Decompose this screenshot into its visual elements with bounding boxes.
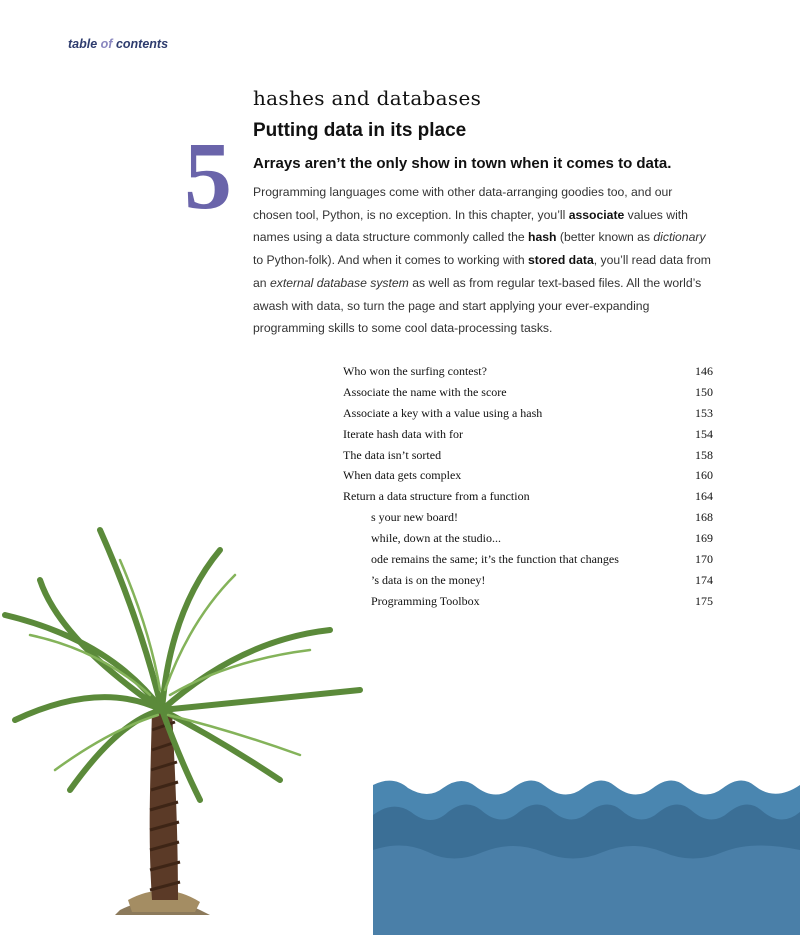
toc-entry-label: ode remains the same; it’s the function that changes (371, 552, 619, 567)
toc-entry[interactable] (343, 591, 713, 612)
chapter-title: Putting data in its place (253, 120, 467, 141)
toc-entry[interactable] (343, 403, 713, 424)
toc-entry[interactable] (343, 486, 713, 507)
toc-entry[interactable] (343, 549, 713, 570)
toc-entry[interactable] (343, 465, 713, 486)
toc-entry-page: 158 (695, 447, 713, 462)
toc-entry-page: 160 (695, 468, 713, 483)
palm-tree-icon (5, 530, 360, 915)
toc-entry[interactable] (343, 382, 713, 403)
toc-entry[interactable] (343, 445, 713, 466)
ocean-waves-illustration (373, 770, 800, 935)
toc-entry[interactable] (343, 424, 713, 445)
toc-entry[interactable] (343, 507, 713, 528)
toc-entry-label: Iterate hash data with for (343, 426, 463, 441)
toc-entry-label: When data gets complex (343, 468, 462, 483)
chapter-topic: hashes and databases (253, 86, 482, 110)
palm-tree-illustration (0, 520, 370, 920)
toc-entry-label: Return a data structure from a function (343, 489, 530, 504)
toc-entry-label: Associate a key with a value using a hash (343, 405, 543, 420)
toc-entry-label: ’s data is on the money! (371, 572, 486, 587)
toc-entry-label: Associate the name with the score (343, 384, 507, 399)
chapter-intro (253, 181, 713, 340)
toc-entry-label: while, down at the studio... (371, 531, 501, 546)
toc-entry-page: 150 (695, 384, 713, 399)
toc-entry-label: s your new board! (371, 510, 458, 525)
toc-entry-page: 154 (695, 426, 713, 441)
toc-entry-label: Programming Toolbox (371, 593, 480, 608)
toc-entry-page: 175 (695, 593, 713, 608)
toc-list (343, 361, 713, 612)
chapter-number: 5 (184, 122, 232, 229)
toc-entry[interactable] (343, 570, 713, 591)
chapter-lede: Arrays aren’t the only show in town when it comes to data. (253, 155, 672, 172)
toc-entry-page: 146 (695, 364, 713, 378)
toc-entry-page: 153 (695, 405, 713, 420)
toc-entry[interactable] (343, 361, 713, 382)
intro-paragraph: Programming languages come with other data-arranging goodies too, and our chosen tool, Python, is no exception. In this chapter, you’ll associate values with names using a data structure commonly called the hash (better known as dictionary to Python-folk). And when it comes to working with stored data, you’ll read data from an external database system as well as from regular text-based files. All the world’s awash with data, so turn the page and start applying your ever-expanding programming skills to some cool data-processing tasks. (253, 185, 711, 336)
toc-entry-page: 169 (695, 531, 713, 546)
toc-entry[interactable] (343, 528, 713, 549)
toc-entry-page: 164 (695, 489, 713, 504)
toc-entry-label: Who won the surfing contest? (343, 364, 487, 378)
toc-entry-label: The data isn’t sorted (343, 447, 442, 462)
toc-entry-page: 168 (695, 510, 713, 525)
running-header: table of contents (68, 37, 169, 51)
toc-entry-page: 174 (695, 572, 713, 587)
toc-entry-page: 170 (695, 552, 713, 567)
